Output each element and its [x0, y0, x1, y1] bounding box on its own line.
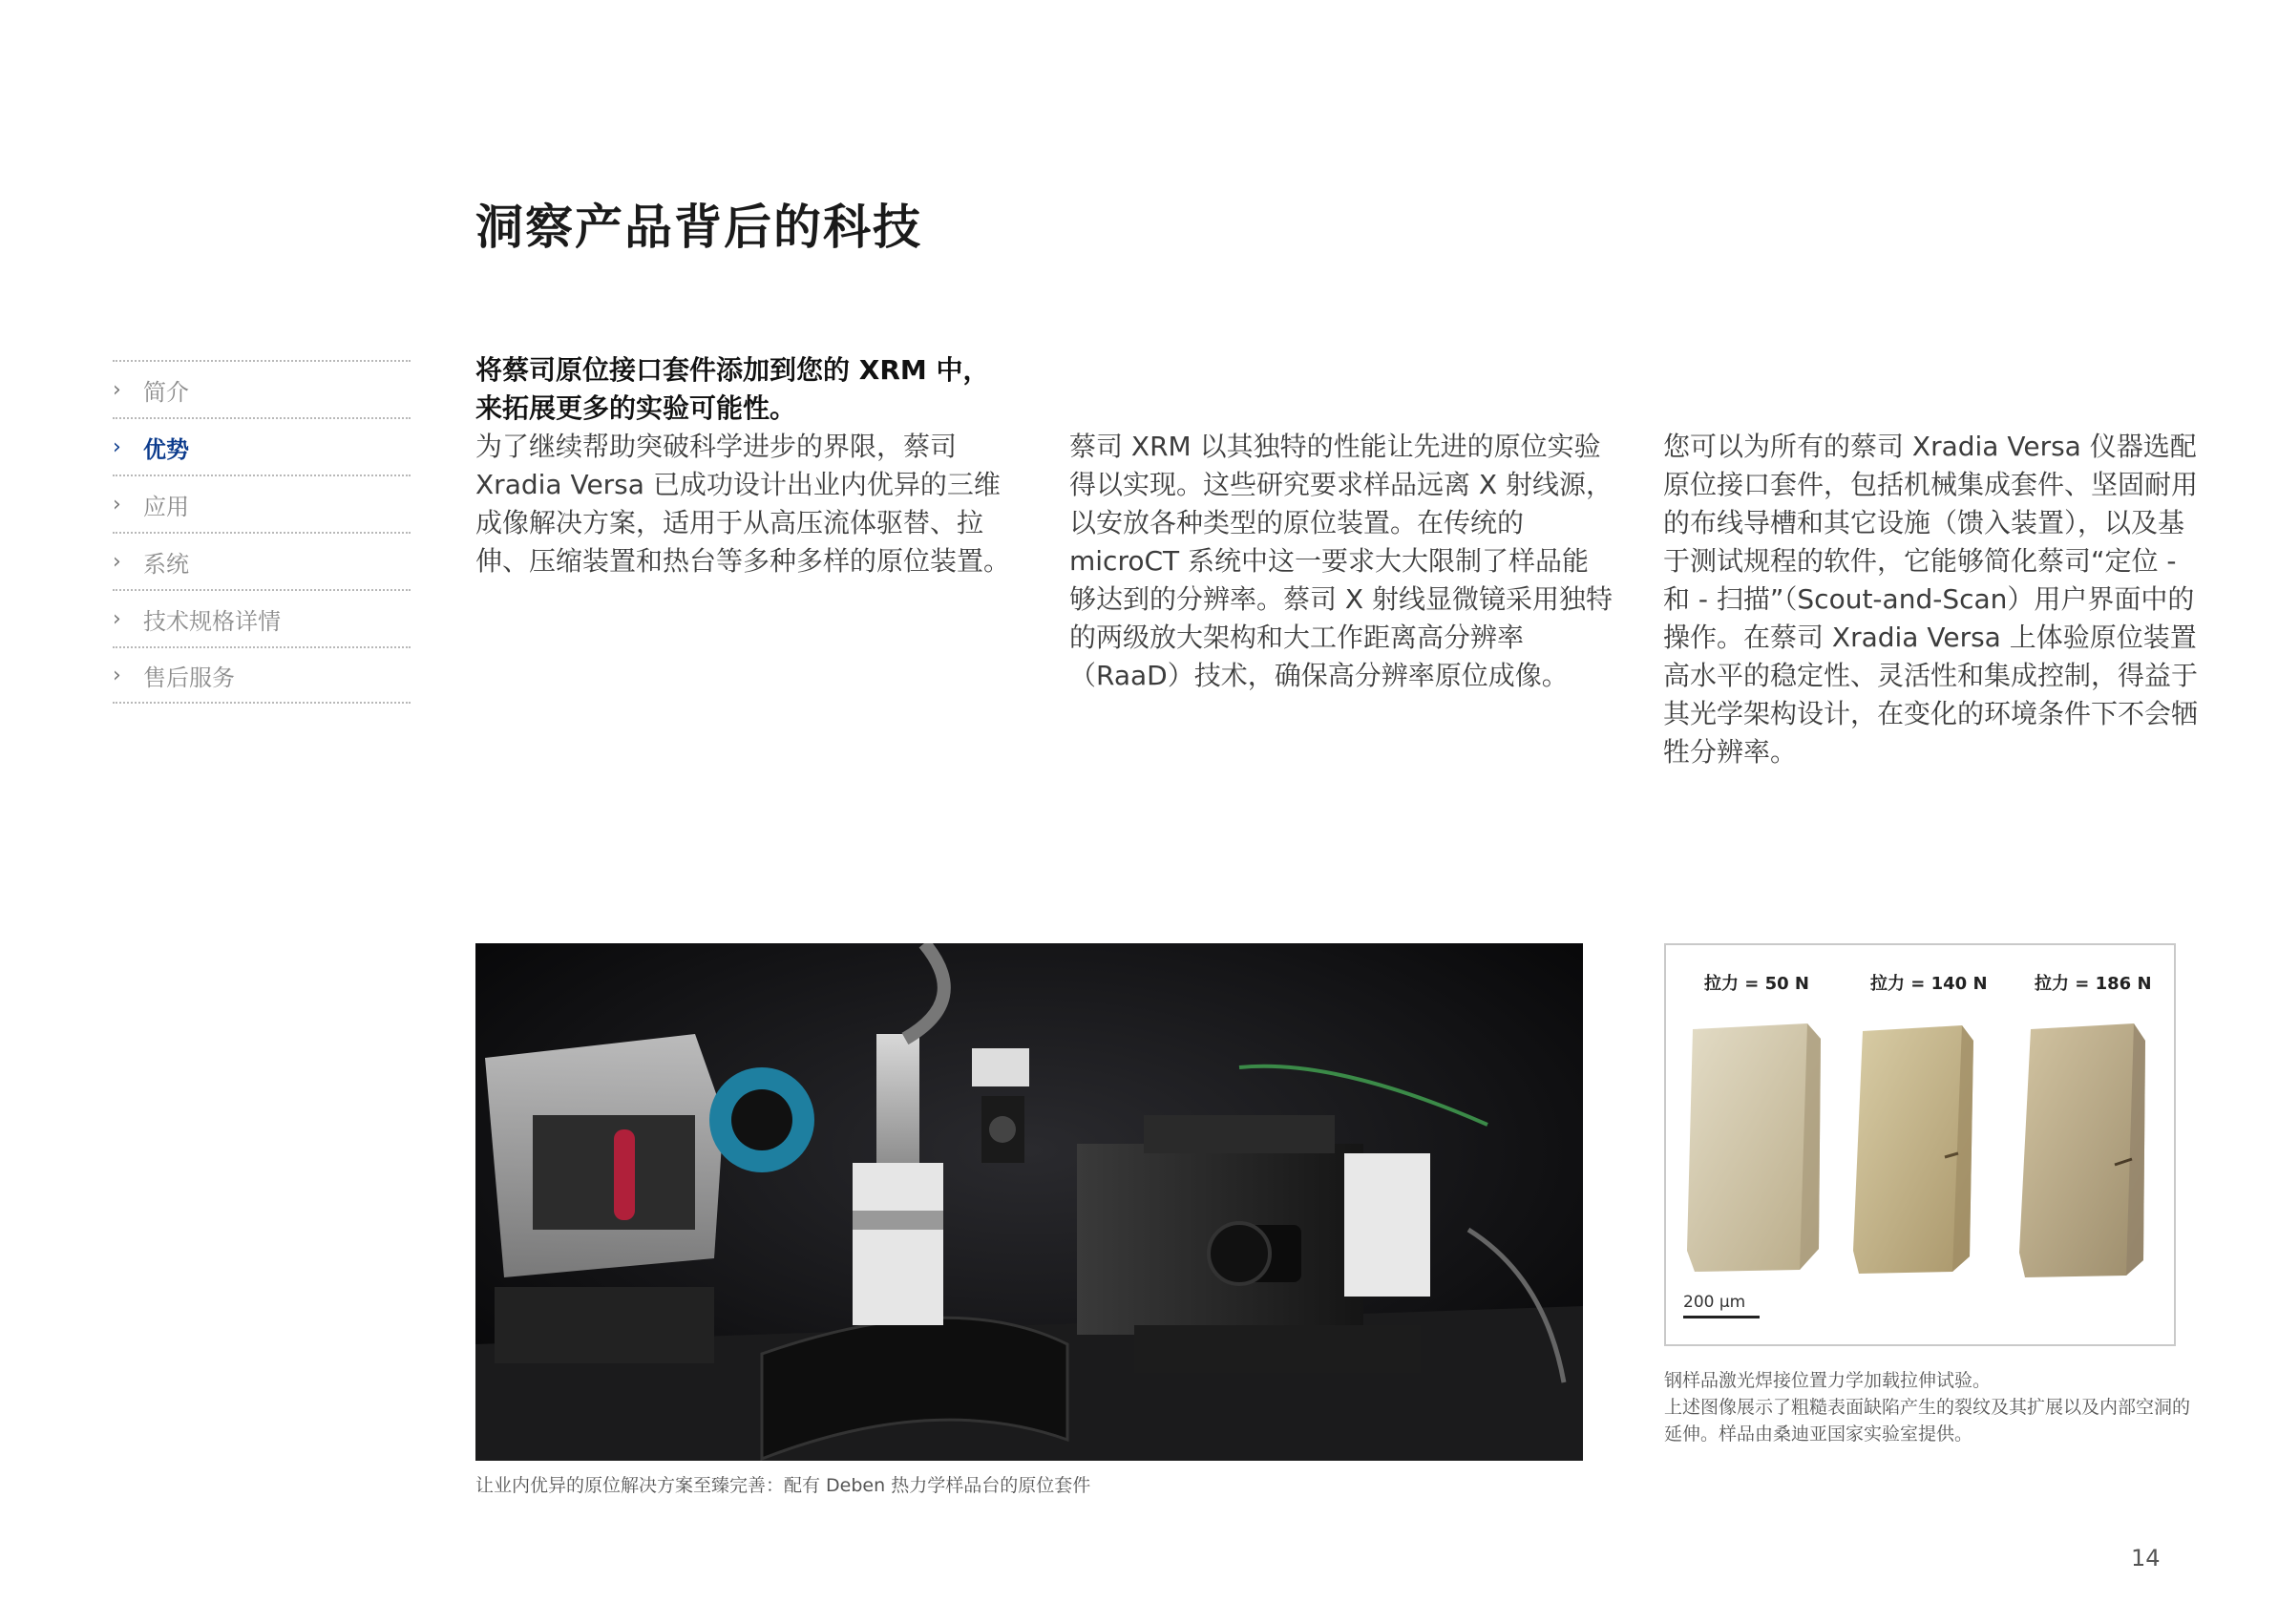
lead-heading-line: 来拓展更多的实验可能性。 — [475, 392, 797, 424]
sidebar-item-system[interactable] — [113, 532, 411, 589]
insitu-kit-illustration — [475, 943, 1583, 1461]
lead-heading-line: 将蔡司原位接口套件添加到您的 XRM 中， — [475, 354, 990, 386]
body-paragraph: 您可以为所有的蔡司 Xradia Versa 仪器选配原位接口套件，包括机械集成套件、坚固耐用的布线导槽和其它设施（馈入装置），以及基于测试规程的软件，它能够简化蔡司“定位 - 和 - 扫描”（Scout-and-Scan）用户界面中的操作。在蔡司 Xradia Versa 上体验原位装置高水平的稳定性、灵活性和集成控制，得益于其光学架构设计，在变化的环境条件下不会牺牲分辨率。 — [1663, 431, 2199, 768]
sidebar-item-advantages[interactable] — [113, 417, 411, 475]
caption-line: 钢样品激光焊接位置力学加载拉伸试验。 — [1664, 1370, 1992, 1391]
body-paragraph: 蔡司 XRM 以其独特的性能让先进的原位实验得以实现。这些研究要求样品远离 X 射线源，以安放各种类型的原位装置。在传统的 microCT 系统中这一要求大大限制了样品能够达到的分辨率。蔡司 X 射线显微镜采用独特的两级放大架构和大工作距离高分辨率（RaaD）技术，确保高分辨率原位成像。 — [1069, 431, 1613, 691]
tensile-test-micrograph — [1664, 943, 2176, 1346]
caption-line: 上述图像展示了粗糙表面缺陷产生的裂纹及其扩展以及内部空洞的延伸。样品由桑迪亚国家实验室提供。 — [1664, 1397, 2191, 1445]
chevron-right-icon: › — [113, 377, 121, 402]
chevron-right-icon: › — [113, 434, 121, 459]
sidebar-item-label: 售后服务 — [143, 664, 235, 691]
chevron-right-icon: › — [113, 492, 121, 517]
force-label: 拉力 = 140 N — [1870, 974, 1988, 994]
insitu-kit-photo — [475, 943, 1583, 1461]
photo-caption: 让业内优异的原位解决方案至臻完善：配有 Deben 热力学样品台的原位套件 — [475, 1475, 1091, 1496]
sidebar-nav — [113, 360, 411, 704]
force-label: 拉力 = 50 N — [1704, 974, 1809, 994]
text-column-1 — [475, 351, 1010, 580]
micrograph-caption — [1664, 1367, 2199, 1447]
body-paragraph: 为了继续帮助突破科学进步的界限，蔡司 Xradia Versa 已成功设计出业内优异的三维成像解决方案，适用于从高压流体驱替、拉伸、压缩装置和热台等多种多样的原位装置。 — [475, 431, 1011, 577]
page-number: 14 — [2131, 1545, 2161, 1571]
chevron-right-icon: › — [113, 549, 121, 574]
text-column-2 — [1069, 428, 1614, 695]
text-column-3 — [1663, 428, 2198, 771]
sidebar-item-label: 技术规格详情 — [143, 607, 281, 635]
chevron-right-icon: › — [113, 606, 121, 631]
force-label: 拉力 = 186 N — [2035, 974, 2152, 994]
sidebar-item-intro[interactable] — [113, 360, 411, 417]
sidebar-item-label: 简介 — [143, 378, 189, 406]
chevron-right-icon: › — [113, 663, 121, 687]
page-title: 洞察产品背后的科技 — [475, 200, 922, 255]
specimen-images — [1666, 945, 2178, 1348]
sidebar-item-label: 优势 — [143, 435, 189, 463]
scale-label: 200 µm — [1683, 1293, 1746, 1312]
sidebar-item-applications[interactable] — [113, 475, 411, 532]
sidebar-item-label: 应用 — [143, 493, 189, 520]
sidebar-item-specs[interactable] — [113, 589, 411, 646]
scale-bar — [1683, 1316, 1760, 1318]
sidebar-item-service[interactable] — [113, 646, 411, 704]
sidebar-item-label: 系统 — [143, 550, 189, 578]
